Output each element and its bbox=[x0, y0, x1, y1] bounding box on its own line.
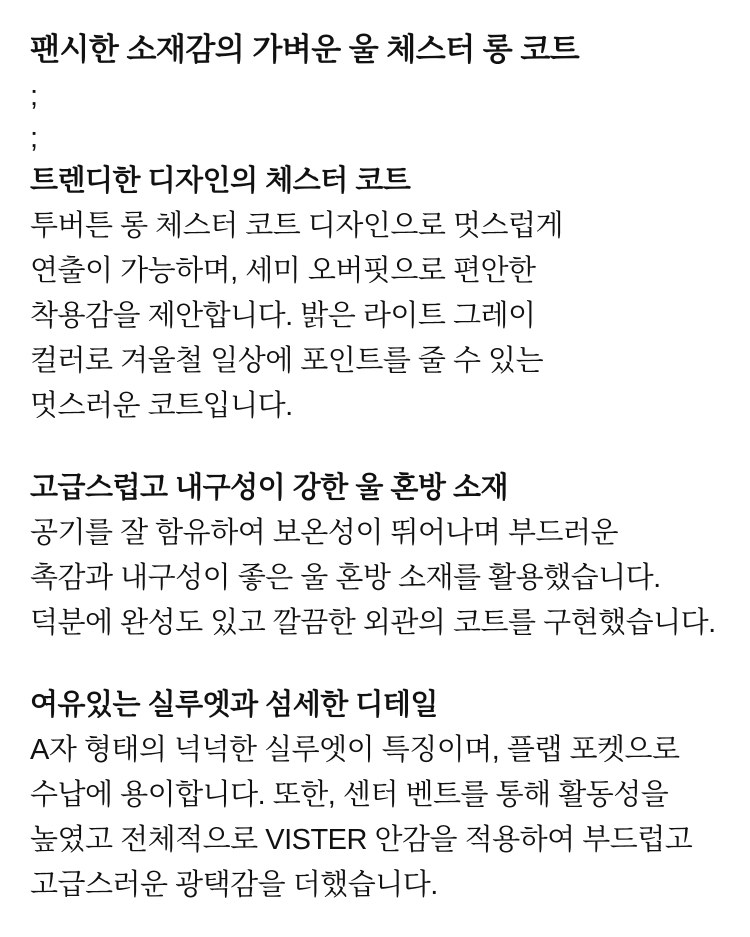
page-title: 팬시한 소재감의 가벼운 울 체스터 롱 코트 bbox=[30, 32, 580, 67]
separator-line: ; bbox=[30, 122, 38, 154]
body-line: 높였고 전체적으로 VISTER 안감을 적용하여 부드럽고 bbox=[30, 824, 693, 856]
body-line: 컬러로 겨울철 일상에 포인트를 줄 수 있는 bbox=[30, 345, 544, 377]
body-line: 촉감과 내구성이 좋은 울 혼방 소재를 활용했습니다. bbox=[30, 562, 661, 594]
body-line: A자 형태의 넉넉한 실루엣이 특징이며, 플랩 포켓으로 bbox=[30, 734, 680, 766]
section-heading: 고급스럽고 내구성이 강한 울 혼방 소재 bbox=[30, 472, 509, 504]
body-line: 착용감을 제안합니다. 밝은 라이트 그레이 bbox=[30, 300, 536, 332]
separator-line: ; bbox=[30, 80, 38, 112]
section-heading: 여유있는 실루엣과 섬세한 디테일 bbox=[30, 689, 438, 721]
body-line: 투버튼 롱 체스터 코트 디자인으로 멋스럽게 bbox=[30, 210, 564, 242]
section-heading: 트렌디한 디자인의 체스터 코트 bbox=[30, 165, 411, 197]
section-material bbox=[30, 466, 726, 646]
body-line: 연출이 가능하며, 세미 오버핏으로 편안한 bbox=[30, 255, 536, 287]
body-line: 멋스러운 코트입니다. bbox=[30, 390, 293, 422]
body-line: 고급스러운 광택감을 더했습니다. bbox=[30, 869, 438, 901]
body-line: 공기를 잘 함유하여 보온성이 뛰어나며 부드러운 bbox=[30, 517, 619, 549]
body-line: 덕분에 완성도 있고 깔끔한 외관의 코트를 구현했습니다. bbox=[30, 607, 716, 639]
body-line: 수납에 용이합니다. 또한, 센터 벤트를 통해 활동성을 bbox=[30, 779, 669, 811]
section-design bbox=[30, 159, 726, 429]
section-silhouette bbox=[30, 683, 726, 908]
